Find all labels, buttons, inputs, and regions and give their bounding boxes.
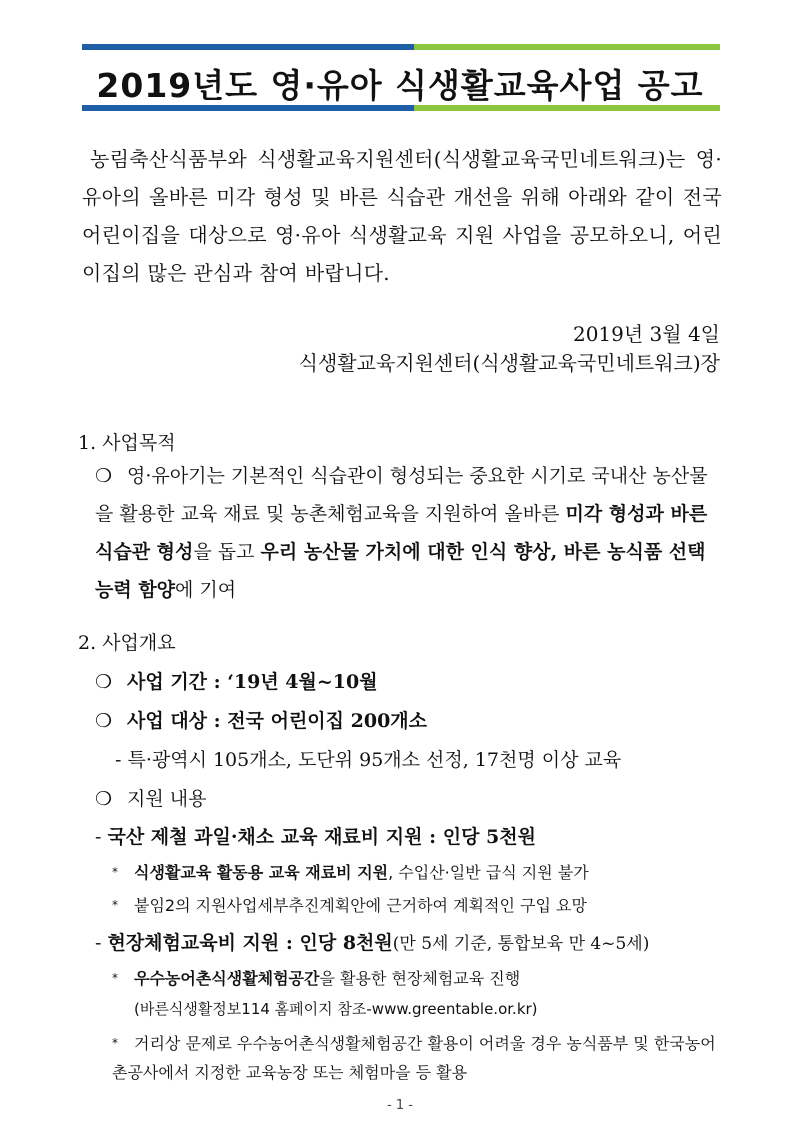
support1-note1: * 식생활교육 활동용 교육 재료비 지원, 수입산·일반 급식 지원 불가 [112,863,589,882]
circle-bullet: ❍ [95,710,113,732]
title-bottom-rule [82,105,720,111]
support1-line: - 국산 제철 과일·채소 교육 재료비 지원 : 인당 5천원 [95,826,536,848]
page-number: - 1 - [387,1098,413,1113]
support2-note1: * 우수농어촌식생활체험공간을 활용한 현장체험교육 진행 [112,969,521,988]
circle-bullet: ❍ [95,788,113,810]
intro-paragraph: 농림축산식품부와 식생활교육지원센터(식생활교육국민네트워크)는 영·유아의 올바른 미각 형성 및 바른 식습관 개선을 위해 아래와 같이 전국 어린이집을 대상으로 영·유아 식생활교육 지원 사업을 공모하오니, 어린이집의 많은 관심과 참여 바랍니다. [82,147,722,285]
section2-heading: 2. 사업개요 [78,632,176,654]
support2-note2: * 거리상 문제로 우수농어촌식생활체험공간 활용이 어려울 경우 농식품부 및 한국농어촌공사에서 지정한 교육농장 또는 체험마을 등 활용 [112,1034,716,1082]
notice-date: 2019년 3월 4일 [572,322,720,346]
target-detail: - 특·광역시 105개소, 도단위 95개소 선정, 17천명 이상 교육 [115,749,622,771]
section1-body: ❍ 영·유아기는 기본적인 식습관이 형성되는 중요한 시기로 국내산 농산물을 활용한 교육 재료 및 농촌체험교육을 지원하여 올바른 미각 형성과 바른 식습관 형성을 돕고 우리 농산물 가치에 대한 인식 향상, 바른 농식품 선택 능력 함양에 기여 [95,457,725,609]
page-title: 2019년도 영·유아 식생활교육사업 공고 [96,66,704,105]
circle-bullet: ❍ [95,465,113,487]
support-item: ❍ 지원 내용 [95,788,207,810]
support2-line: - 현장체험교육비 지원 : 인당 8천원(만 5세 기준, 통합보육 만 4~5세) [95,932,650,954]
support1-note2: * 붙임2의 지원사업세부추진계획안에 근거하여 계획적인 구입 요망 [112,896,587,915]
period-item: ❍ 사업 기간 : ‘19년 4월~10월 [95,671,378,693]
support2-note1-link: (바른식생활정보114 홈페이지 참조-www.greentable.or.kr) [134,1000,538,1018]
notice-issuer: 식생활교육지원센터(식생활교육국민네트워크)장 [298,351,720,375]
circle-bullet: ❍ [95,671,113,693]
target-item: ❍ 사업 대상 : 전국 어린이집 200개소 [95,710,427,732]
title-top-rule [82,44,720,50]
section1-heading: 1. 사업목적 [78,432,176,454]
